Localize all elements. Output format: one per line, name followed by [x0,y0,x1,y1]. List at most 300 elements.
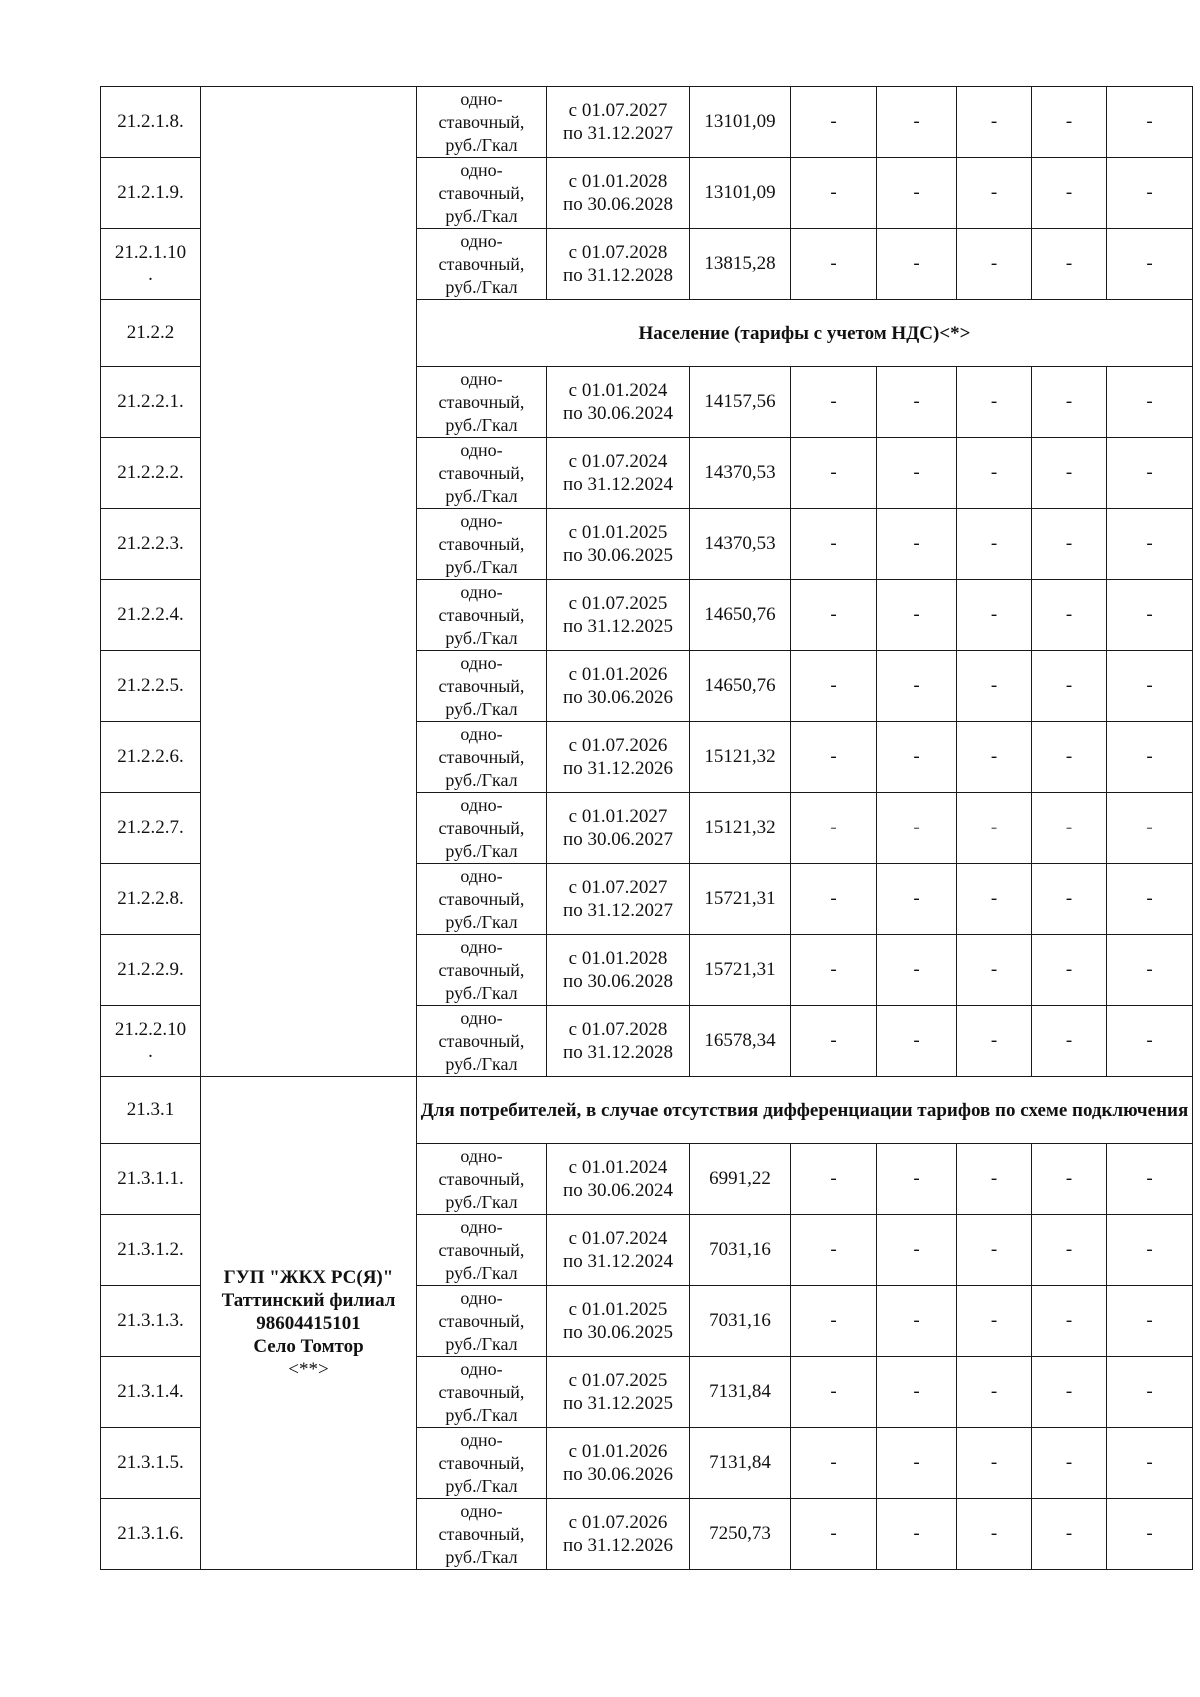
empty-value-dash: - [957,509,1032,580]
tariff-type-line: руб./Гкал [445,1475,518,1496]
tariff-value: 16578,34 [690,1006,791,1077]
row-code: 21.2.2.4. [117,604,184,625]
tariff-type-line: руб./Гкал [445,840,518,861]
empty-value-dash: - [791,864,877,935]
empty-value-dash: - [957,1006,1032,1077]
empty-value-dash: - [1032,580,1107,651]
row-code: 21.2.2.9. [117,959,184,980]
empty-value-dash: - [1032,793,1107,864]
period-cell [547,864,690,935]
tariff-type-line: одно- [460,581,503,602]
tariff-type-line: одно- [460,723,503,744]
empty-value-dash: - [957,87,1032,158]
tariff-type-line: ставочный, [438,817,525,838]
tariff-type-line: одно- [460,652,503,673]
period-cell [547,158,690,229]
tariff-value: 14370,53 [690,438,791,509]
tariff-type-line: руб./Гкал [445,1053,518,1074]
row-code-cell [101,1357,201,1428]
tariff-type-cell [417,229,547,300]
tariff-type-cell [417,1286,547,1357]
tariff-type-line: ставочный, [438,111,525,132]
tariff-type-line: ставочный, [438,604,525,625]
period-from: с 01.01.2025 [568,1299,668,1320]
row-code: 21.2.2.7. [117,817,184,838]
tariff-type-line: одно- [460,1216,503,1237]
period-cell [547,1144,690,1215]
row-code-cell [101,722,201,793]
tariff-value: 14157,56 [690,367,791,438]
organization-cell [201,1077,417,1570]
empty-value-dash: - [1107,1006,1193,1077]
period-from: с 01.07.2026 [568,735,668,756]
tariff-type-cell [417,509,547,580]
tariff-type-line: руб./Гкал [445,1333,518,1354]
organization-note: <**> [288,1358,329,1380]
period-cell [547,793,690,864]
empty-value-dash: - [1032,864,1107,935]
empty-value-dash: - [791,722,877,793]
empty-value-dash: - [791,229,877,300]
empty-value-dash: - [1107,1215,1193,1286]
empty-value-dash: - [791,158,877,229]
empty-value-dash: - [1107,87,1193,158]
empty-value-dash: - [791,580,877,651]
tariff-value: 7031,16 [690,1286,791,1357]
empty-value-dash: - [1107,793,1193,864]
empty-value-dash: - [1107,1428,1193,1499]
empty-value-dash: - [1107,651,1193,722]
empty-value-dash: - [877,1215,957,1286]
tariff-type-line: ставочный, [438,253,525,274]
section-header-row [101,1077,1193,1144]
period-from: с 01.07.2026 [568,1512,668,1533]
tariff-type-line: руб./Гкал [445,627,518,648]
empty-value-dash: - [791,935,877,1006]
empty-value-dash: - [877,793,957,864]
row-code-cell [101,438,201,509]
row-code-suffix: . [148,1041,153,1062]
tariff-type-cell [417,580,547,651]
period-cell [547,87,690,158]
tariff-type-line: одно- [460,88,503,109]
tariff-table [100,86,1193,1570]
tariff-type-cell [417,722,547,793]
row-code-cell [101,229,201,300]
row-code-cell [101,158,201,229]
tariff-value: 14650,76 [690,651,791,722]
period-cell [547,580,690,651]
organization-code: 98604415101 [256,1312,361,1334]
period-from: с 01.07.2024 [568,1228,668,1249]
tariff-type-cell [417,651,547,722]
tariff-type-line: руб./Гкал [445,982,518,1003]
empty-value-dash: - [877,158,957,229]
tariff-type-line: ставочный, [438,959,525,980]
tariff-type-line: ставочный, [438,1452,525,1473]
empty-value-dash: - [1107,438,1193,509]
tariff-type-line: руб./Гкал [445,698,518,719]
empty-value-dash: - [1107,580,1193,651]
row-code-cell [101,580,201,651]
table-row [101,87,1193,158]
tariff-type-line: одно- [460,439,503,460]
row-code: 21.2.2.3. [117,533,184,554]
tariff-value: 13101,09 [690,87,791,158]
row-code: 21.3.1.5. [117,1452,184,1473]
period-to: по 30.06.2026 [563,687,673,708]
tariff-type-cell [417,1215,547,1286]
period-from: с 01.01.2028 [568,948,668,969]
empty-value-dash: - [1032,1357,1107,1428]
empty-value-dash: - [1032,1215,1107,1286]
tariff-type-cell [417,864,547,935]
period-to: по 31.12.2028 [563,1042,673,1063]
tariff-type-line: одно- [460,1145,503,1166]
period-to: по 31.12.2027 [563,900,673,921]
period-from: с 01.01.2025 [568,522,668,543]
tariff-type-line: одно- [460,936,503,957]
tariff-type-line: одно- [460,1358,503,1379]
organization-cell-empty [201,87,417,1077]
row-code-cell [101,509,201,580]
empty-value-dash: - [877,1428,957,1499]
empty-value-dash: - [791,1286,877,1357]
row-code: 21.3.1.3. [117,1310,184,1331]
tariff-type-cell [417,367,547,438]
period-to: по 30.06.2026 [563,1464,673,1485]
tariff-type-line: одно- [460,1500,503,1521]
period-to: по 31.12.2027 [563,123,673,144]
tariff-value: 15121,32 [690,722,791,793]
row-code-cell [101,1215,201,1286]
period-to: по 30.06.2025 [563,545,673,566]
tariff-value: 15721,31 [690,864,791,935]
tariff-type-cell [417,438,547,509]
tariff-type-line: одно- [460,1007,503,1028]
tariff-type-line: руб./Гкал [445,276,518,297]
tariff-value: 7131,84 [690,1428,791,1499]
period-from: с 01.01.2027 [568,806,668,827]
empty-value-dash: - [1032,509,1107,580]
tariff-type-line: руб./Гкал [445,1191,518,1212]
empty-value-dash: - [877,87,957,158]
period-to: по 31.12.2025 [563,1393,673,1414]
row-code: 21.3.1.6. [117,1523,184,1544]
empty-value-dash: - [877,935,957,1006]
empty-value-dash: - [877,1144,957,1215]
tariff-type-line: руб./Гкал [445,485,518,506]
tariff-type-line: ставочный, [438,533,525,554]
row-code-cell [101,367,201,438]
empty-value-dash: - [1107,864,1193,935]
period-to: по 30.06.2025 [563,1322,673,1343]
empty-value-dash: - [1032,935,1107,1006]
empty-value-dash: - [957,1144,1032,1215]
tariff-type-line: руб./Гкал [445,205,518,226]
period-to: по 31.12.2025 [563,616,673,637]
tariff-type-line: руб./Гкал [445,556,518,577]
row-code: 21.2.2.10 [114,1019,187,1040]
empty-value-dash: - [957,935,1032,1006]
empty-value-dash: - [957,1428,1032,1499]
empty-value-dash: - [877,1499,957,1570]
empty-value-dash: - [877,438,957,509]
row-code: 21.2.1.9. [117,182,184,203]
tariff-type-line: одно- [460,230,503,251]
row-code: 21.3.1.2. [117,1239,184,1260]
empty-value-dash: - [877,1357,957,1428]
tariff-type-line: ставочный, [438,1381,525,1402]
empty-value-dash: - [1032,1006,1107,1077]
period-cell [547,1006,690,1077]
empty-value-dash: - [791,1144,877,1215]
empty-value-dash: - [957,1499,1032,1570]
row-code: 21.2.2 [126,322,175,343]
empty-value-dash: - [877,1286,957,1357]
row-code: 21.2.1.10 [114,242,187,263]
period-cell [547,1499,690,1570]
tariff-type-line: одно- [460,1287,503,1308]
empty-value-dash: - [957,580,1032,651]
row-code-cell [101,1286,201,1357]
period-from: с 01.07.2028 [568,242,668,263]
empty-value-dash: - [957,438,1032,509]
tariff-type-line: ставочный, [438,462,525,483]
section-title: Для потребителей, в случае отсутствия дифференциации тарифов по схеме подключения [417,1077,1193,1144]
empty-value-dash: - [957,1357,1032,1428]
tariff-type-line: ставочный, [438,1030,525,1051]
tariff-type-line: руб./Гкал [445,414,518,435]
period-cell [547,229,690,300]
row-code-cell [101,1077,201,1144]
tariff-type-cell [417,158,547,229]
tariff-type-line: ставочный, [438,1310,525,1331]
period-cell [547,1215,690,1286]
empty-value-dash: - [1032,1286,1107,1357]
empty-value-dash: - [957,722,1032,793]
tariff-value: 15121,32 [690,793,791,864]
empty-value-dash: - [1107,722,1193,793]
period-cell [547,438,690,509]
period-from: с 01.01.2028 [568,171,668,192]
row-code-cell [101,1428,201,1499]
tariff-type-line: ставочный, [438,746,525,767]
tariff-value: 13815,28 [690,229,791,300]
period-to: по 30.06.2028 [563,194,673,215]
period-to: по 30.06.2027 [563,829,673,850]
tariff-type-cell [417,1006,547,1077]
tariff-type-line: руб./Гкал [445,911,518,932]
row-code-cell [101,1144,201,1215]
empty-value-dash: - [1032,87,1107,158]
period-from: с 01.01.2024 [568,380,668,401]
empty-value-dash: - [957,367,1032,438]
tariff-type-line: одно- [460,510,503,531]
empty-value-dash: - [1032,1144,1107,1215]
tariff-type-line: одно- [460,159,503,180]
row-code-cell [101,651,201,722]
tariff-type-cell [417,1357,547,1428]
section-title: Население (тарифы с учетом НДС)<*> [417,300,1193,367]
tariff-value: 7131,84 [690,1357,791,1428]
empty-value-dash: - [877,722,957,793]
organization-branch: Таттинский филиал [221,1289,396,1311]
organization-name: ГУП "ЖКХ РС(Я)" [223,1266,394,1288]
period-cell [547,1428,690,1499]
tariff-type-line: руб./Гкал [445,1262,518,1283]
period-cell [547,1286,690,1357]
empty-value-dash: - [957,793,1032,864]
tariff-value: 6991,22 [690,1144,791,1215]
empty-value-dash: - [791,1428,877,1499]
tariff-value: 7031,16 [690,1215,791,1286]
empty-value-dash: - [791,1357,877,1428]
tariff-type-line: ставочный, [438,182,525,203]
empty-value-dash: - [957,1215,1032,1286]
empty-value-dash: - [1032,229,1107,300]
empty-value-dash: - [957,158,1032,229]
period-cell [547,722,690,793]
empty-value-dash: - [877,229,957,300]
period-from: с 01.01.2024 [568,1157,668,1178]
period-cell [547,509,690,580]
tariff-type-line: ставочный, [438,1523,525,1544]
period-from: с 01.07.2027 [568,877,668,898]
tariff-type-line: одно- [460,1429,503,1450]
tariff-table-body [101,87,1193,1570]
tariff-value: 14370,53 [690,509,791,580]
period-from: с 01.01.2026 [568,1441,668,1462]
row-code: 21.2.1.8. [117,111,184,132]
row-code: 21.2.2.2. [117,462,184,483]
empty-value-dash: - [791,1215,877,1286]
empty-value-dash: - [791,438,877,509]
empty-value-dash: - [1107,367,1193,438]
empty-value-dash: - [1107,1144,1193,1215]
empty-value-dash: - [791,1499,877,1570]
empty-value-dash: - [877,651,957,722]
period-from: с 01.07.2027 [568,100,668,121]
tariff-type-line: руб./Гкал [445,1546,518,1567]
period-to: по 30.06.2024 [563,403,673,424]
row-code-cell [101,935,201,1006]
tariff-type-line: одно- [460,368,503,389]
empty-value-dash: - [877,367,957,438]
tariff-value: 13101,09 [690,158,791,229]
tariff-type-line: ставочный, [438,391,525,412]
row-code: 21.2.2.6. [117,746,184,767]
tariff-type-line: ставочный, [438,675,525,696]
tariff-type-cell [417,935,547,1006]
row-code: 21.2.2.1. [117,391,184,412]
empty-value-dash: - [791,651,877,722]
period-from: с 01.07.2025 [568,1370,668,1391]
tariff-value: 15721,31 [690,935,791,1006]
period-from: с 01.07.2028 [568,1019,668,1040]
tariff-type-line: руб./Гкал [445,134,518,155]
tariff-type-cell [417,1428,547,1499]
tariff-type-cell [417,1499,547,1570]
empty-value-dash: - [791,509,877,580]
period-cell [547,651,690,722]
period-from: с 01.07.2025 [568,593,668,614]
row-code-cell [101,793,201,864]
row-code-suffix: . [148,264,153,285]
empty-value-dash: - [957,864,1032,935]
empty-value-dash: - [957,1286,1032,1357]
row-code-cell [101,87,201,158]
row-code: 21.3.1.1. [117,1168,184,1189]
row-code: 21.3.1.4. [117,1381,184,1402]
empty-value-dash: - [877,1006,957,1077]
tariff-type-line: руб./Гкал [445,1404,518,1425]
empty-value-dash: - [1032,367,1107,438]
tariff-type-line: руб./Гкал [445,769,518,790]
row-code: 21.2.2.5. [117,675,184,696]
tariff-type-line: одно- [460,794,503,815]
empty-value-dash: - [1107,1286,1193,1357]
period-to: по 30.06.2024 [563,1180,673,1201]
period-cell [547,367,690,438]
period-to: по 31.12.2028 [563,265,673,286]
row-code: 21.3.1 [126,1099,175,1120]
empty-value-dash: - [1032,1428,1107,1499]
row-code: 21.2.2.8. [117,888,184,909]
tariff-value: 14650,76 [690,580,791,651]
period-to: по 31.12.2024 [563,1251,673,1272]
organization-locality: Село Томтор [253,1335,364,1357]
row-code-cell [101,1006,201,1077]
period-to: по 31.12.2026 [563,1535,673,1556]
empty-value-dash: - [1107,1357,1193,1428]
period-to: по 30.06.2028 [563,971,673,992]
tariff-type-cell [417,87,547,158]
empty-value-dash: - [877,864,957,935]
tariff-type-line: ставочный, [438,1239,525,1260]
period-cell [547,935,690,1006]
empty-value-dash: - [877,509,957,580]
tariff-type-line: ставочный, [438,888,525,909]
period-to: по 31.12.2026 [563,758,673,779]
empty-value-dash: - [791,793,877,864]
tariff-type-cell [417,793,547,864]
tariff-type-cell [417,1144,547,1215]
empty-value-dash: - [877,580,957,651]
empty-value-dash: - [1107,229,1193,300]
empty-value-dash: - [791,87,877,158]
empty-value-dash: - [1107,158,1193,229]
empty-value-dash: - [791,367,877,438]
period-cell [547,1357,690,1428]
empty-value-dash: - [791,1006,877,1077]
period-from: с 01.01.2026 [568,664,668,685]
empty-value-dash: - [1032,438,1107,509]
empty-value-dash: - [1107,935,1193,1006]
empty-value-dash: - [957,229,1032,300]
empty-value-dash: - [957,651,1032,722]
row-code-cell [101,300,201,367]
period-to: по 31.12.2024 [563,474,673,495]
period-from: с 01.07.2024 [568,451,668,472]
empty-value-dash: - [1032,651,1107,722]
row-code-cell [101,1499,201,1570]
tariff-type-line: ставочный, [438,1168,525,1189]
row-code-cell [101,864,201,935]
empty-value-dash: - [1107,1499,1193,1570]
tariff-type-line: одно- [460,865,503,886]
empty-value-dash: - [1032,158,1107,229]
